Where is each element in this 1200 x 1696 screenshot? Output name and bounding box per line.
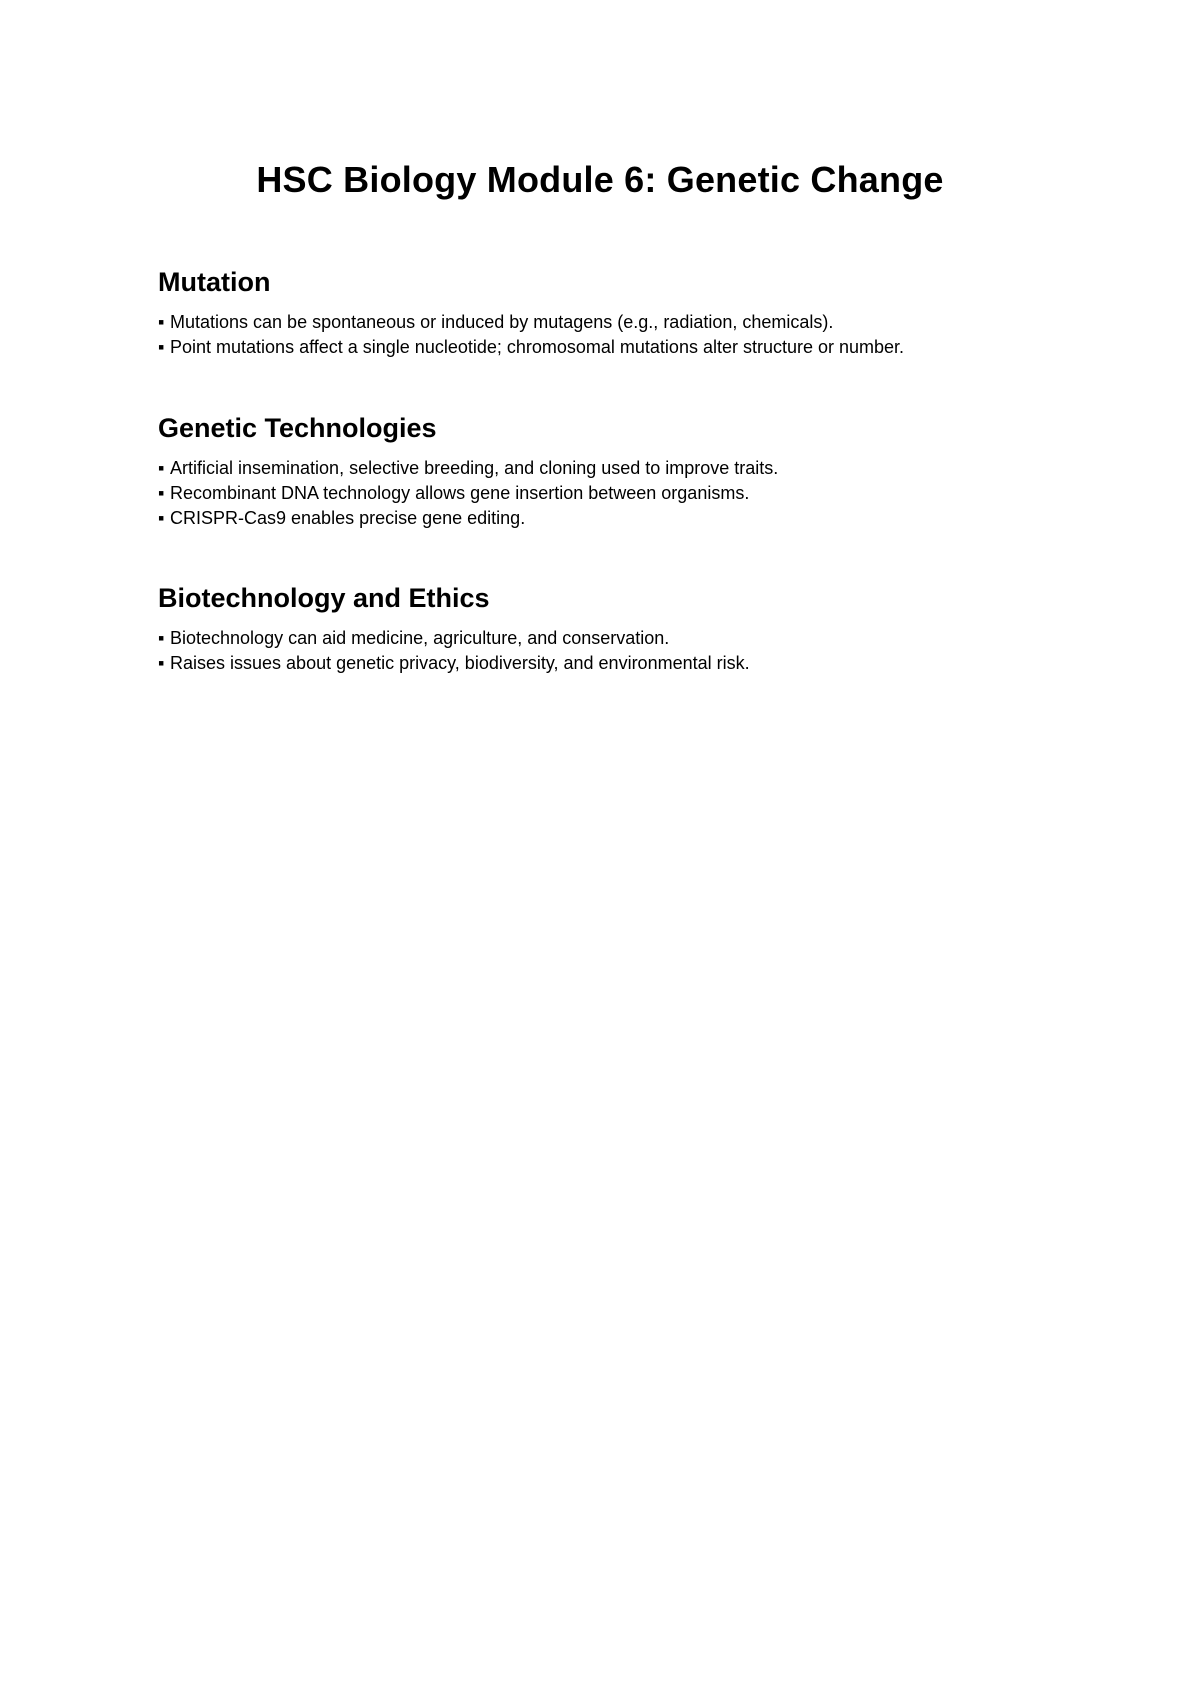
bullet-text: Biotechnology can aid medicine, agriculture, and conservation. [170,628,670,648]
list-item [158,481,1058,506]
section-biotechnology-and-ethics [158,580,1058,676]
section-heading-mutation: Mutation [158,267,271,297]
list-item [158,626,1058,651]
bullet-marker: ▪ [158,312,165,332]
bullet-text: Mutations can be spontaneous or induced by mutagens (e.g., radiation, chemicals). [170,312,834,332]
bullet-marker: ▪ [158,483,165,503]
bullet-text: Artificial insemination, selective breeding, and cloning used to improve traits. [170,458,779,478]
bullet-text: Raises issues about genetic privacy, biodiversity, and environmental risk. [170,653,750,673]
list-item [158,506,1058,531]
bullet-marker: ▪ [158,337,165,357]
bullet-list-mutation [158,310,1058,360]
bullet-marker: ▪ [158,628,165,648]
bullet-text: CRISPR-Cas9 enables precise gene editing. [170,508,526,528]
section-mutation [158,264,1058,360]
list-item [158,335,1058,360]
section-genetic-technologies [158,410,1058,531]
bullet-marker: ▪ [158,508,165,528]
bullet-list-genetic-technologies [158,456,1058,531]
bullet-text: Point mutations affect a single nucleotide; chromosomal mutations alter structure or number. [170,337,905,357]
section-heading-biotechnology-and-ethics: Biotechnology and Ethics [158,583,490,613]
section-heading-genetic-technologies: Genetic Technologies [158,413,437,443]
bullet-list-biotechnology-and-ethics [158,626,1058,676]
bullet-marker: ▪ [158,653,165,673]
bullet-marker: ▪ [158,458,165,478]
list-item [158,456,1058,481]
page-title: HSC Biology Module 6: Genetic Change [256,159,944,200]
list-item [158,310,1058,335]
bullet-text: Recombinant DNA technology allows gene insertion between organisms. [170,483,750,503]
list-item [158,651,1058,676]
